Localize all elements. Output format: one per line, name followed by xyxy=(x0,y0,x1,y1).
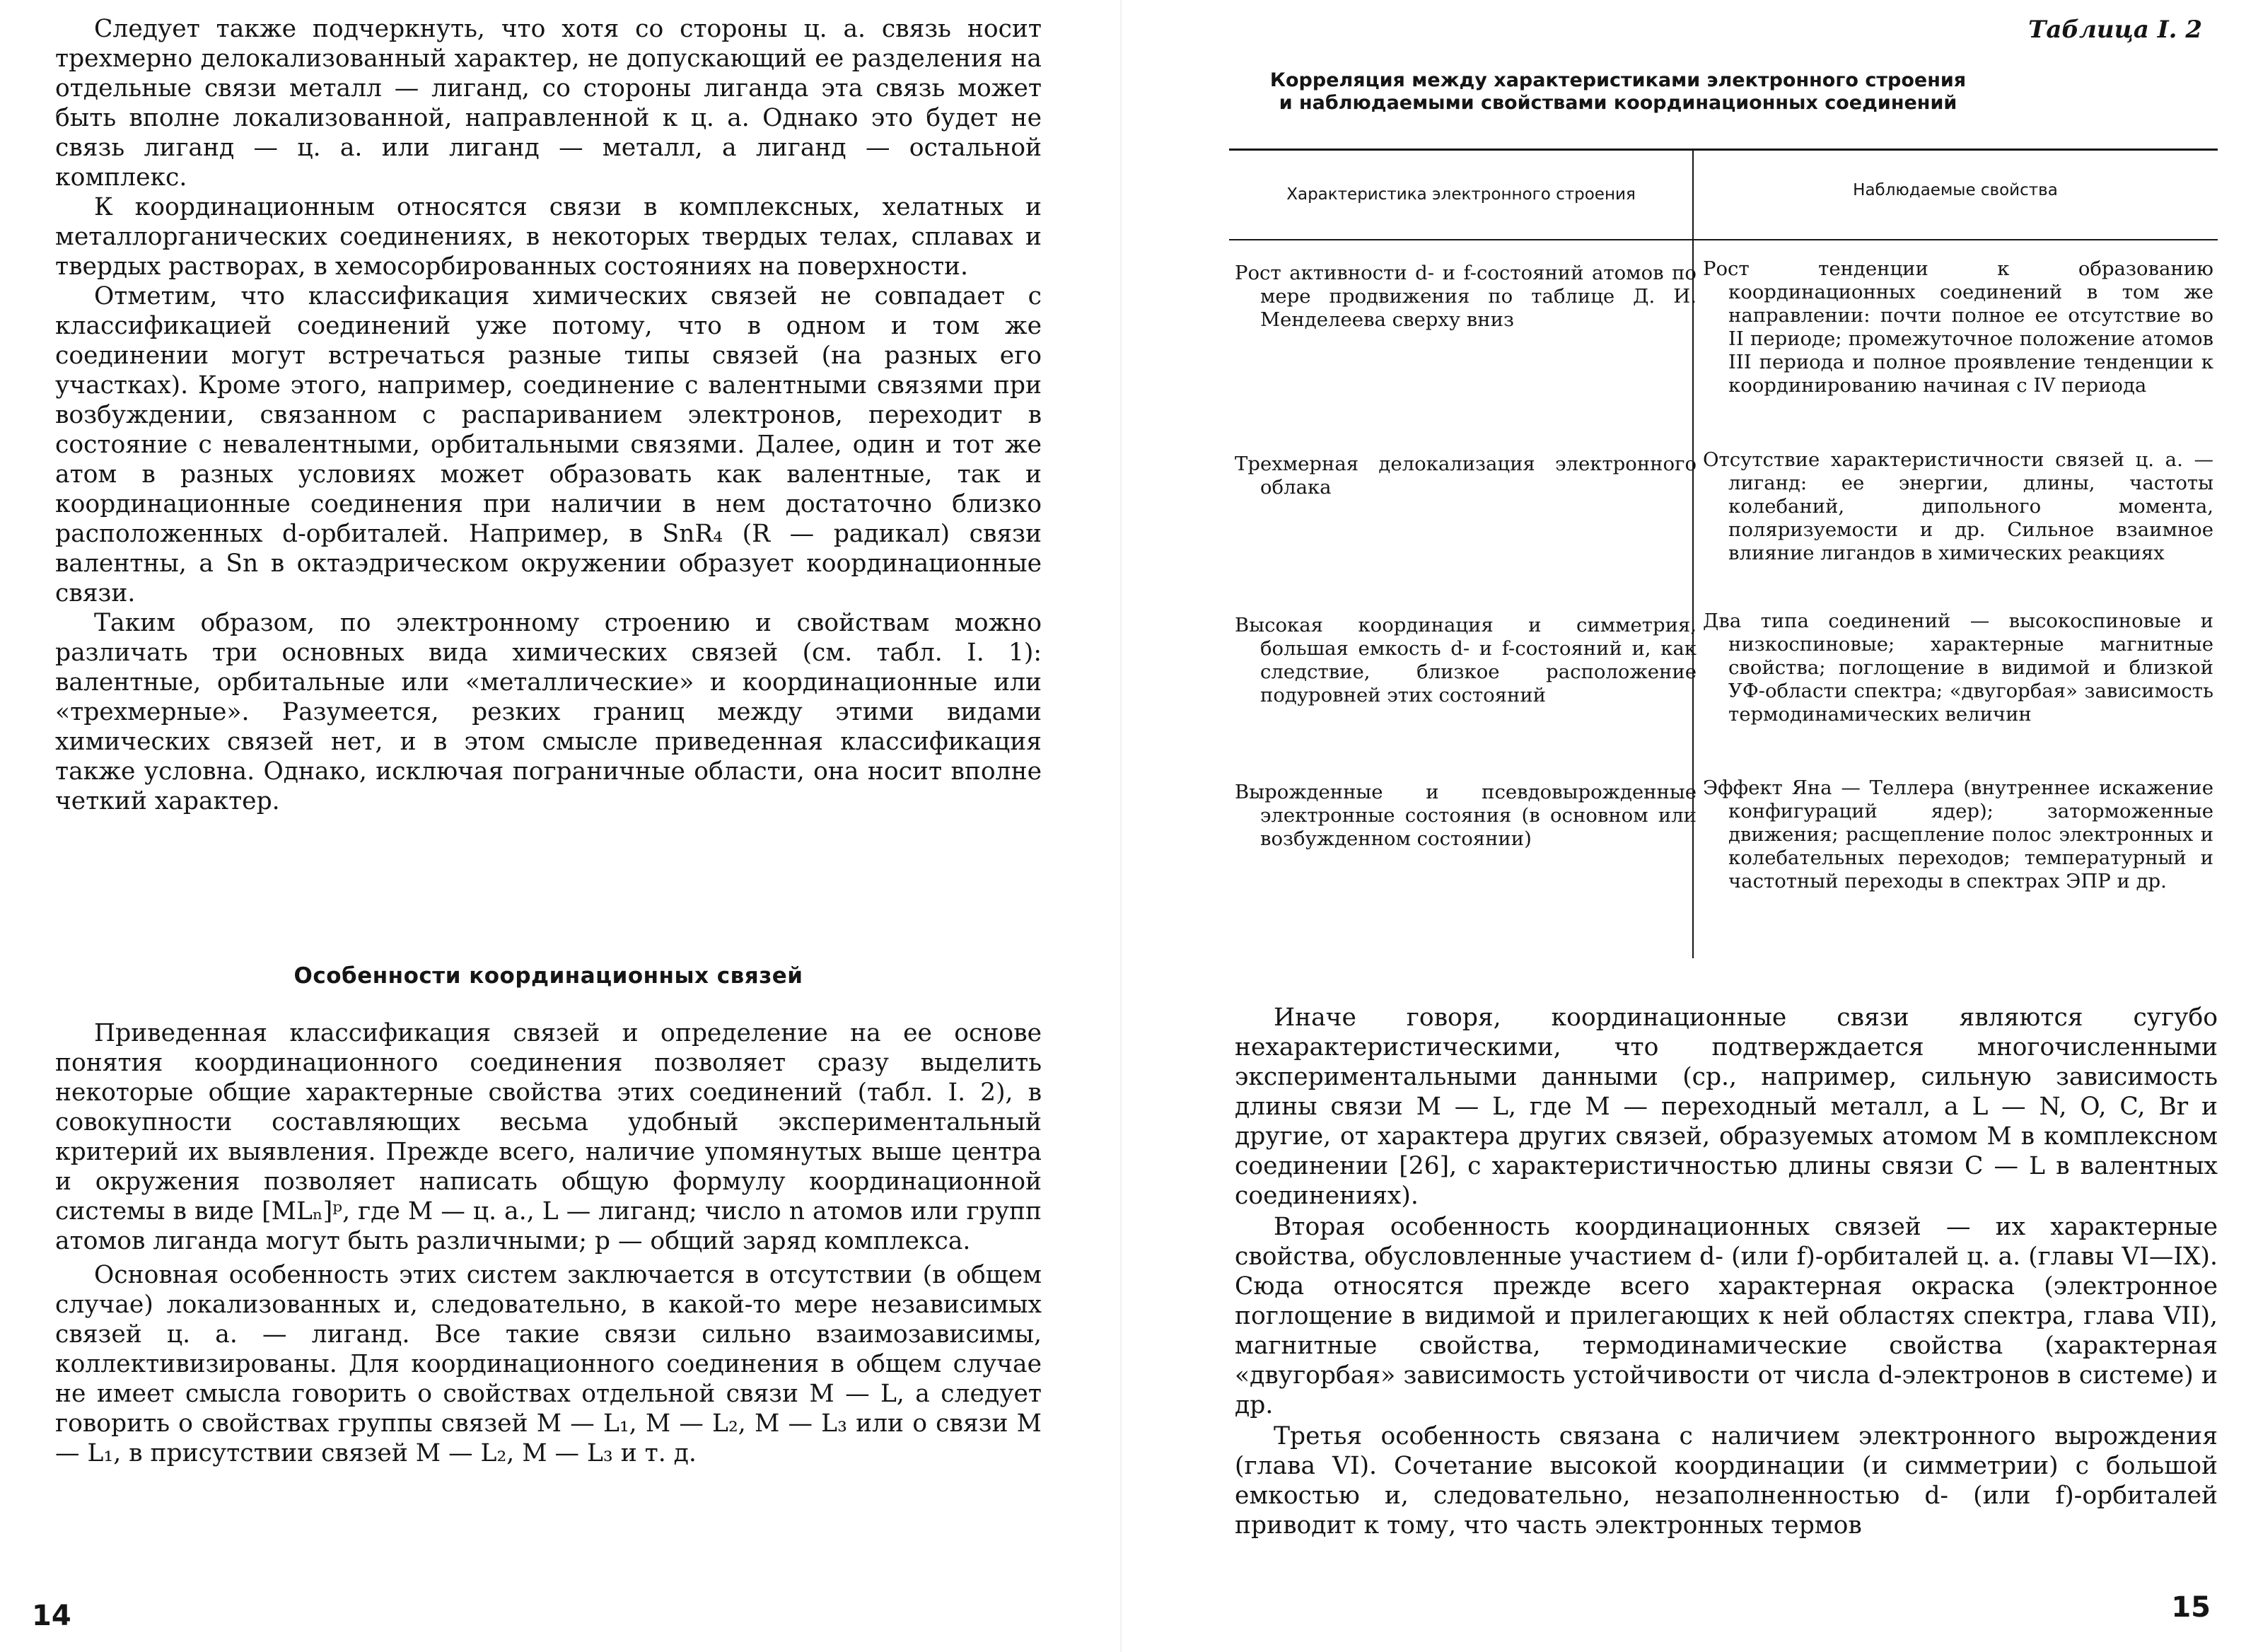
table-label: Таблица I. 2 xyxy=(2028,16,2202,44)
paragraph: Таким образом, по электронному строению и свойствам можно различать три основных вида химических связей (см. табл. I. 1): валентные, орбитальные или «металлические» и координационные или «трехмерные». Разумеется, резких границ между этими видами химических связей нет, и в этом смысле приведенная классификация также условна. Однако, исключая пограничные области, она носит вполне четкий характер. xyxy=(55,609,1042,815)
table-header-characteristic: Характеристика электронного строения xyxy=(1286,185,1636,204)
table-header-rule xyxy=(1229,239,2218,240)
paragraph: Вторая особенность координационных связей — их характерные свойства, обусловленные участием d- (или f)-орбиталей ц. а. (главы VI—IX). Сюда относятся прежде всего характерная окраска (электронное поглощение в видимой и прилегающих к ней областях спектра, глава VII), магнитные свойства, термодинамические свойства (характерная «двугорбая» зависимость устойчивости от числа d-электронов в системе) и др. xyxy=(1235,1213,2218,1419)
right-body-text xyxy=(1235,1003,2218,1540)
paragraph: Иначе говоря, координационные связи являются сугубо нехарактеристическими, что подтверждается многочисленными экспериментальными данными (ср., например, сильную зависимость длины связи M — L, где M — переходный металл, а L — N, O, C, Br и другие, от характера других связей, образуемых атомом M в комплексном соединении [26], с характеристичностью длины связи C — L в валентных соединениях). xyxy=(1235,1004,2218,1210)
table-cell-properties: Рост тенденции к образованию координационных соединений в том же направлении: почти полное ее отсутствие во II периоде; промежуточное положение атомов III периода и полное проявление тенденции к координированию начиная с IV периода xyxy=(1703,257,2213,397)
table-cell-characteristic: Вырожденные и псевдовырожденные электронные состояния (в основном или возбужденном состоянии) xyxy=(1235,781,1697,850)
paragraph: Приведенная классификация связей и определение на ее основе понятия координационного соединения позволяет сразу выделить некоторые общие характерные свойства этих соединений (табл. I. 2), в совокупности составляющих весьма удобный экспериментальный критерий их выявления. Прежде всего, наличие упомянутых выше центра и окружения позволяет написать общую формулу координационной системы в виде [MLₙ]ᵖ, где M — ц. а., L — лиганд; число n атомов или групп атомов лиганда могут быть различными; p — общий заряд комплекса. xyxy=(55,1019,1042,1255)
table-title-line: Корреляция между характеристиками электронного строения xyxy=(1269,69,1967,91)
table-cell-properties: Отсутствие характеристичности связей ц. а. — лиганд: ее энергии, длины, частоты колебаний, дипольного момента, поляризуемости и др. Сильное взаимное влияние лигандов в химических реакциях xyxy=(1703,448,2213,564)
paragraph: Основная особенность этих систем заключается в отсутствии (в общем случае) локализованных и, следовательно, в какой-то мере независимых связей ц. а. — лиганд. Все такие связи сильно взаимозависимы, коллективизированы. Для координационного соединения в общем случае не имеет смысла говорить о свойствах отдельной связи M — L, а следует говорить о свойствах группы связей M — L₁, M — L₂, M — L₃ или о связи M — L₁, в присутствии связей M — L₂, M — L₃ и т. д. xyxy=(55,1261,1042,1467)
table-cell-characteristic: Высокая координация и симметрия, большая емкость d- и f-состояний и, как следствие, близкое расположение подуровней этих состояний xyxy=(1235,614,1697,706)
table-title xyxy=(1208,69,2028,115)
section-heading: Особенности координационных связей xyxy=(293,963,803,989)
page-number: 15 xyxy=(2171,1591,2211,1624)
table-cell-characteristic: Трехмерная делокализация электронного облака xyxy=(1235,453,1697,499)
table-cell-properties: Два типа соединений — высокоспиновые и низкоспиновые; характерные магнитные свойства; поглощение в видимой и близкой УФ-области спектра; «двугорбая» зависимость термодинамических величин xyxy=(1703,610,2213,726)
table-cell-properties: Эффект Яна — Теллера (внутреннее искажение конфигураций ядер); заторможенные движения; расщепление полос электронных и колебательных переходов; температурный и частотный переходы в спектрах ЭПР и др. xyxy=(1703,776,2213,892)
table-top-rule xyxy=(1229,149,2218,151)
table-cell-characteristic: Рост активности d- и f-состояний атомов по мере продвижения по таблице Д. И. Менделеева сверху вниз xyxy=(1235,262,1697,331)
page-right xyxy=(1123,0,2246,1652)
paragraph: Третья особенность связана с наличием электронного вырождения (глава VI). Сочетание высокой координации (и симметрии) с большой емкостью и, следовательно, незаполненностью d- (или f)-орбиталей приводит к тому, что часть электронных термов xyxy=(1235,1422,2218,1540)
table-title-line: и наблюдаемыми свойствами координационных соединений xyxy=(1279,92,1957,114)
paragraph: Отметим, что классификация химических связей не совпадает с классификацией соединений уже потому, что в одном и том же соединении могут встречаться разные типы связей (на разных его участках). Кроме этого, например, соединение с валентными связями при возбуждении, связанном с распариванием электронов, переходит в состояние с невалентными, орбитальными связями. Далее, один и тот же атом в разных условиях может образовать как валентные, так и координационные соединения при наличии в нем достаточно близко расположенных d-орбиталей. Например, в SnR₄ (R — радикал) связи валентны, а Sn в октаэдрическом окружении образует координационные связи. xyxy=(55,282,1042,607)
left-bottom-text xyxy=(55,1018,1042,1468)
left-top-text xyxy=(55,14,1042,816)
table-header-properties: Наблюдаемые свойства xyxy=(1853,181,2058,199)
paragraph: К координационным относятся связи в комплексных, хелатных и металлорганических соединениях, в некоторых твердых телах, сплавах и твердых растворах, в хемосорбированных состояниях на поверхности. xyxy=(55,193,1042,281)
page-number: 14 xyxy=(32,1600,71,1632)
paragraph: Следует также подчеркнуть, что хотя со стороны ц. а. связь носит трехмерно делокализованный характер, не допускающий ее разделения на отдельные связи металл — лиганд, со стороны лиганда эта связь может быть вполне локализованной, направленной к ц. а. Однако это будет не связь лиганд — ц. а. или лиганд — металл, а лиганд — остальной комплекс. xyxy=(55,15,1042,192)
